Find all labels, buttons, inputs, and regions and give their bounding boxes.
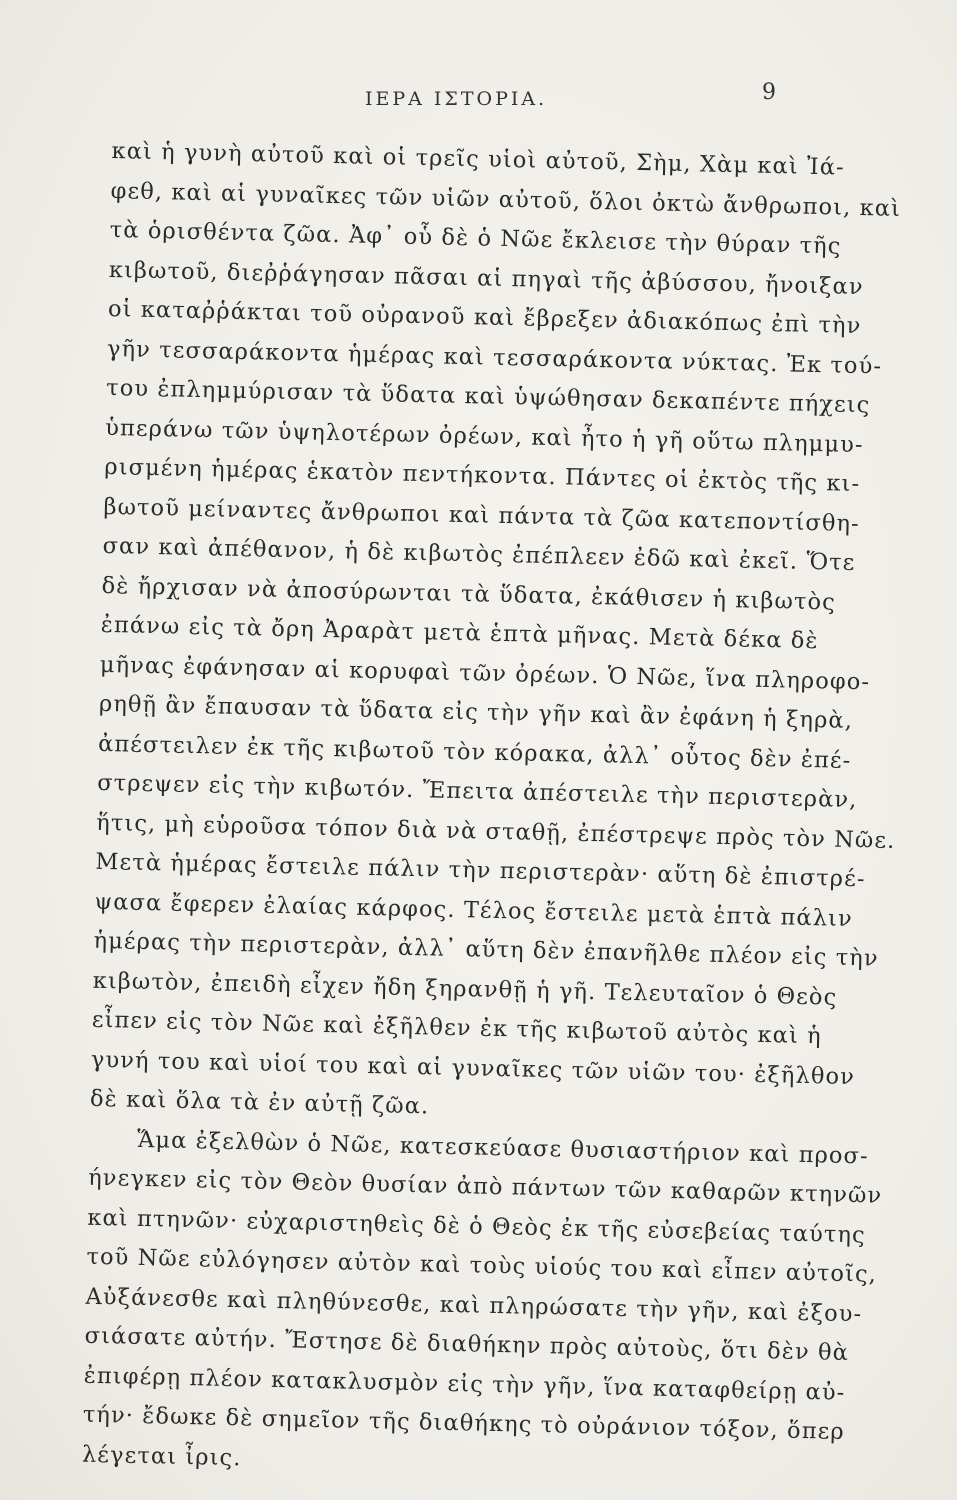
text-line: εἶπεν εἰς τὸν Νῶε καὶ ἐξῆλθεν ἐκ τῆς κιβωτοῦ αὐτὸς καὶ ἡ xyxy=(91,1006,823,1050)
text-line: Ἅμα ἐξελθὼν ὁ Νῶε, κατεσκεύασε θυσιαστήριον καὶ προσ- xyxy=(136,1126,870,1169)
text-line: του ἐπλημμύρισαν τὰ ὕδατα καὶ ὑψώθησαν δεκαπέντε πήχεις xyxy=(105,374,871,419)
text-line: Αὐξάνεσθε καὶ πληθύνεσθε, καὶ πληρώσατε τὴν γῆν, καὶ ἐξου- xyxy=(85,1283,863,1327)
text-line: ψασα ἔφερεν ἐλαίας κάρφος. Τέλος ἔστειλε μετὰ ἑπτὰ πάλιν xyxy=(94,888,854,932)
text-line: ἀπέστειλεν ἐκ τῆς κιβωτοῦ τὸν κόρακα, ἀλλ᾽ οὗτος δὲν ἐπέ- xyxy=(97,730,852,774)
text-line: καὶ πτηνῶν· εὐχαριστηθεὶς δὲ ὁ Θεὸς ἐκ τῆς εὐσεβείας ταύτης xyxy=(87,1204,867,1248)
page-number: 9 xyxy=(762,80,776,105)
running-head: ΙΕΡΑ ΙΣΤΟΡΙΑ. xyxy=(365,88,548,110)
text-line: μῆνας ἐφάνησαν αἱ κορυφαὶ τῶν ὀρέων. Ὁ Νῶε, ἵνα πληροφο- xyxy=(99,651,871,695)
text-line: ρισμένη ἡμέρας ἑκατὸν πεντήκοντα. Πάντες οἱ ἐκτὸς τῆς κι- xyxy=(104,453,861,498)
text-line: λέγεται ἶρις. xyxy=(81,1441,242,1471)
text-line: κιβωτοῦ, διεῤῥάγησαν πᾶσαι αἱ πηγαὶ τῆς ἀβύσσου, ἤνοιξαν xyxy=(108,256,864,300)
text-line: ρηθῇ ἂν ἔπαυσαν τὰ ὕδατα εἰς τὴν γῆν καὶ ἂν ἐφάνη ἡ ξηρὰ, xyxy=(98,690,854,734)
text-line: ἐπιφέρῃ πλέον κατακλυσμὸν εἰς τὴν γῆν, ἵνα καταφθείρῃ αὐ- xyxy=(83,1362,846,1406)
text-line: δὲ ἤρχισαν νὰ ἀποσύρωνται τὰ ὕδατα, ἐκάθισεν ἡ κιβωτὸς xyxy=(101,572,837,616)
text-line: γυνή του καὶ υἱοί του καὶ αἱ γυναῖκες τῶν υἱῶν του· ἐξῆλθον xyxy=(90,1046,856,1090)
text-line: τήν· ἔδωκε δὲ σημεῖον τῆς διαθήκης τὸ οὐράνιον τόξον, ὅπερ xyxy=(82,1401,846,1445)
text-line: καὶ ἡ γυνὴ αὐτοῦ καὶ οἱ τρεῖς υἱοὶ αὐτοῦ, Σὴμ, Χὰμ καὶ Ἰά- xyxy=(111,137,846,181)
body-text xyxy=(81,132,902,1491)
text-line: βωτοῦ μείναντες ἄνθρωποι καὶ πάντα τὰ ζῶα κατεποντίσθη- xyxy=(103,493,861,537)
text-line: δὲ καὶ ὅλα τὰ ἐν αὐτῇ ζῶα. xyxy=(89,1085,430,1120)
text-line: κιβωτὸν, ἐπειδὴ εἶχεν ἤδη ξηρανθῇ ἡ γῆ. Τελευταῖον ὁ Θεὸς xyxy=(92,967,838,1011)
text-line: τὰ ὁρισθέντα ζῶα. Ἀφ᾽ οὗ δὲ ὁ Νῶε ἔκλεισε τὴν θύραν τῆς xyxy=(109,216,842,260)
text-line: ἥτις, μὴ εὑροῦσα τόπον διὰ νὰ σταθῇ, ἐπέστρεψε πρὸς τὸν Νῶε. xyxy=(96,809,896,854)
text-line: ὑπεράνω τῶν ὑψηλοτέρων ὀρέων, καὶ ἦτο ἡ γῆ οὕτω πλημμυ- xyxy=(105,414,864,458)
text-line: ἐπάνω εἰς τὰ ὄρη Ἀραρὰτ μετὰ ἑπτὰ μῆνας. Μετὰ δέκα δὲ xyxy=(100,611,819,655)
text-line: σαν καὶ ἀπέθανον, ἡ δὲ κιβωτὸς ἐπέπλεεν ἐδῶ καὶ ἐκεῖ. Ὅτε xyxy=(102,532,856,576)
text-line: στρεψεν εἰς τὴν κιβωτόν. Ἔπειτα ἀπέστειλε τὴν περιστερὰν, xyxy=(96,769,858,814)
text-line: γῆν τεσσαράκοντα ἡμέρας καὶ τεσσαράκοντα νύκτας. Ἐκ τού- xyxy=(106,335,883,380)
text-line: φεθ, καὶ αἱ γυναῖκες τῶν υἱῶν αὐτοῦ, ὅλοι ὀκτὼ ἄνθρωποι, καὶ xyxy=(110,177,902,222)
text-line: Μετὰ ἡμέρας ἔστειλε πάλιν τὴν περιστερὰν· αὕτη δὲ ἐπιστρέ- xyxy=(95,848,866,893)
text-line: τοῦ Νῶε εὐλόγησεν αὐτὸν καὶ τοὺς υἱούς του καὶ εἶπεν αὐτοῖς, xyxy=(86,1243,878,1288)
text-line: ήνεγκεν εἰς τὸν Θεὸν θυσίαν ἀπὸ πάντων τῶν καθαρῶν κτηνῶν xyxy=(87,1164,883,1209)
text-line: σιάσατε αὐτήν. Ἔστησε δὲ διαθήκην πρὸς αὐτοὺς, ὅτι δὲν θὰ xyxy=(84,1322,850,1367)
text-line: ἡμέρας τὴν περιστερὰν, ἀλλ᾽ αὕτη δὲν ἐπανῆλθε πλέον εἰς τὴν xyxy=(93,927,879,972)
text-line: οἱ καταῤῥάκται τοῦ οὐρανοῦ καὶ ἔβρεξεν ἀδιακόπως ἐπὶ τὴν xyxy=(107,295,862,340)
